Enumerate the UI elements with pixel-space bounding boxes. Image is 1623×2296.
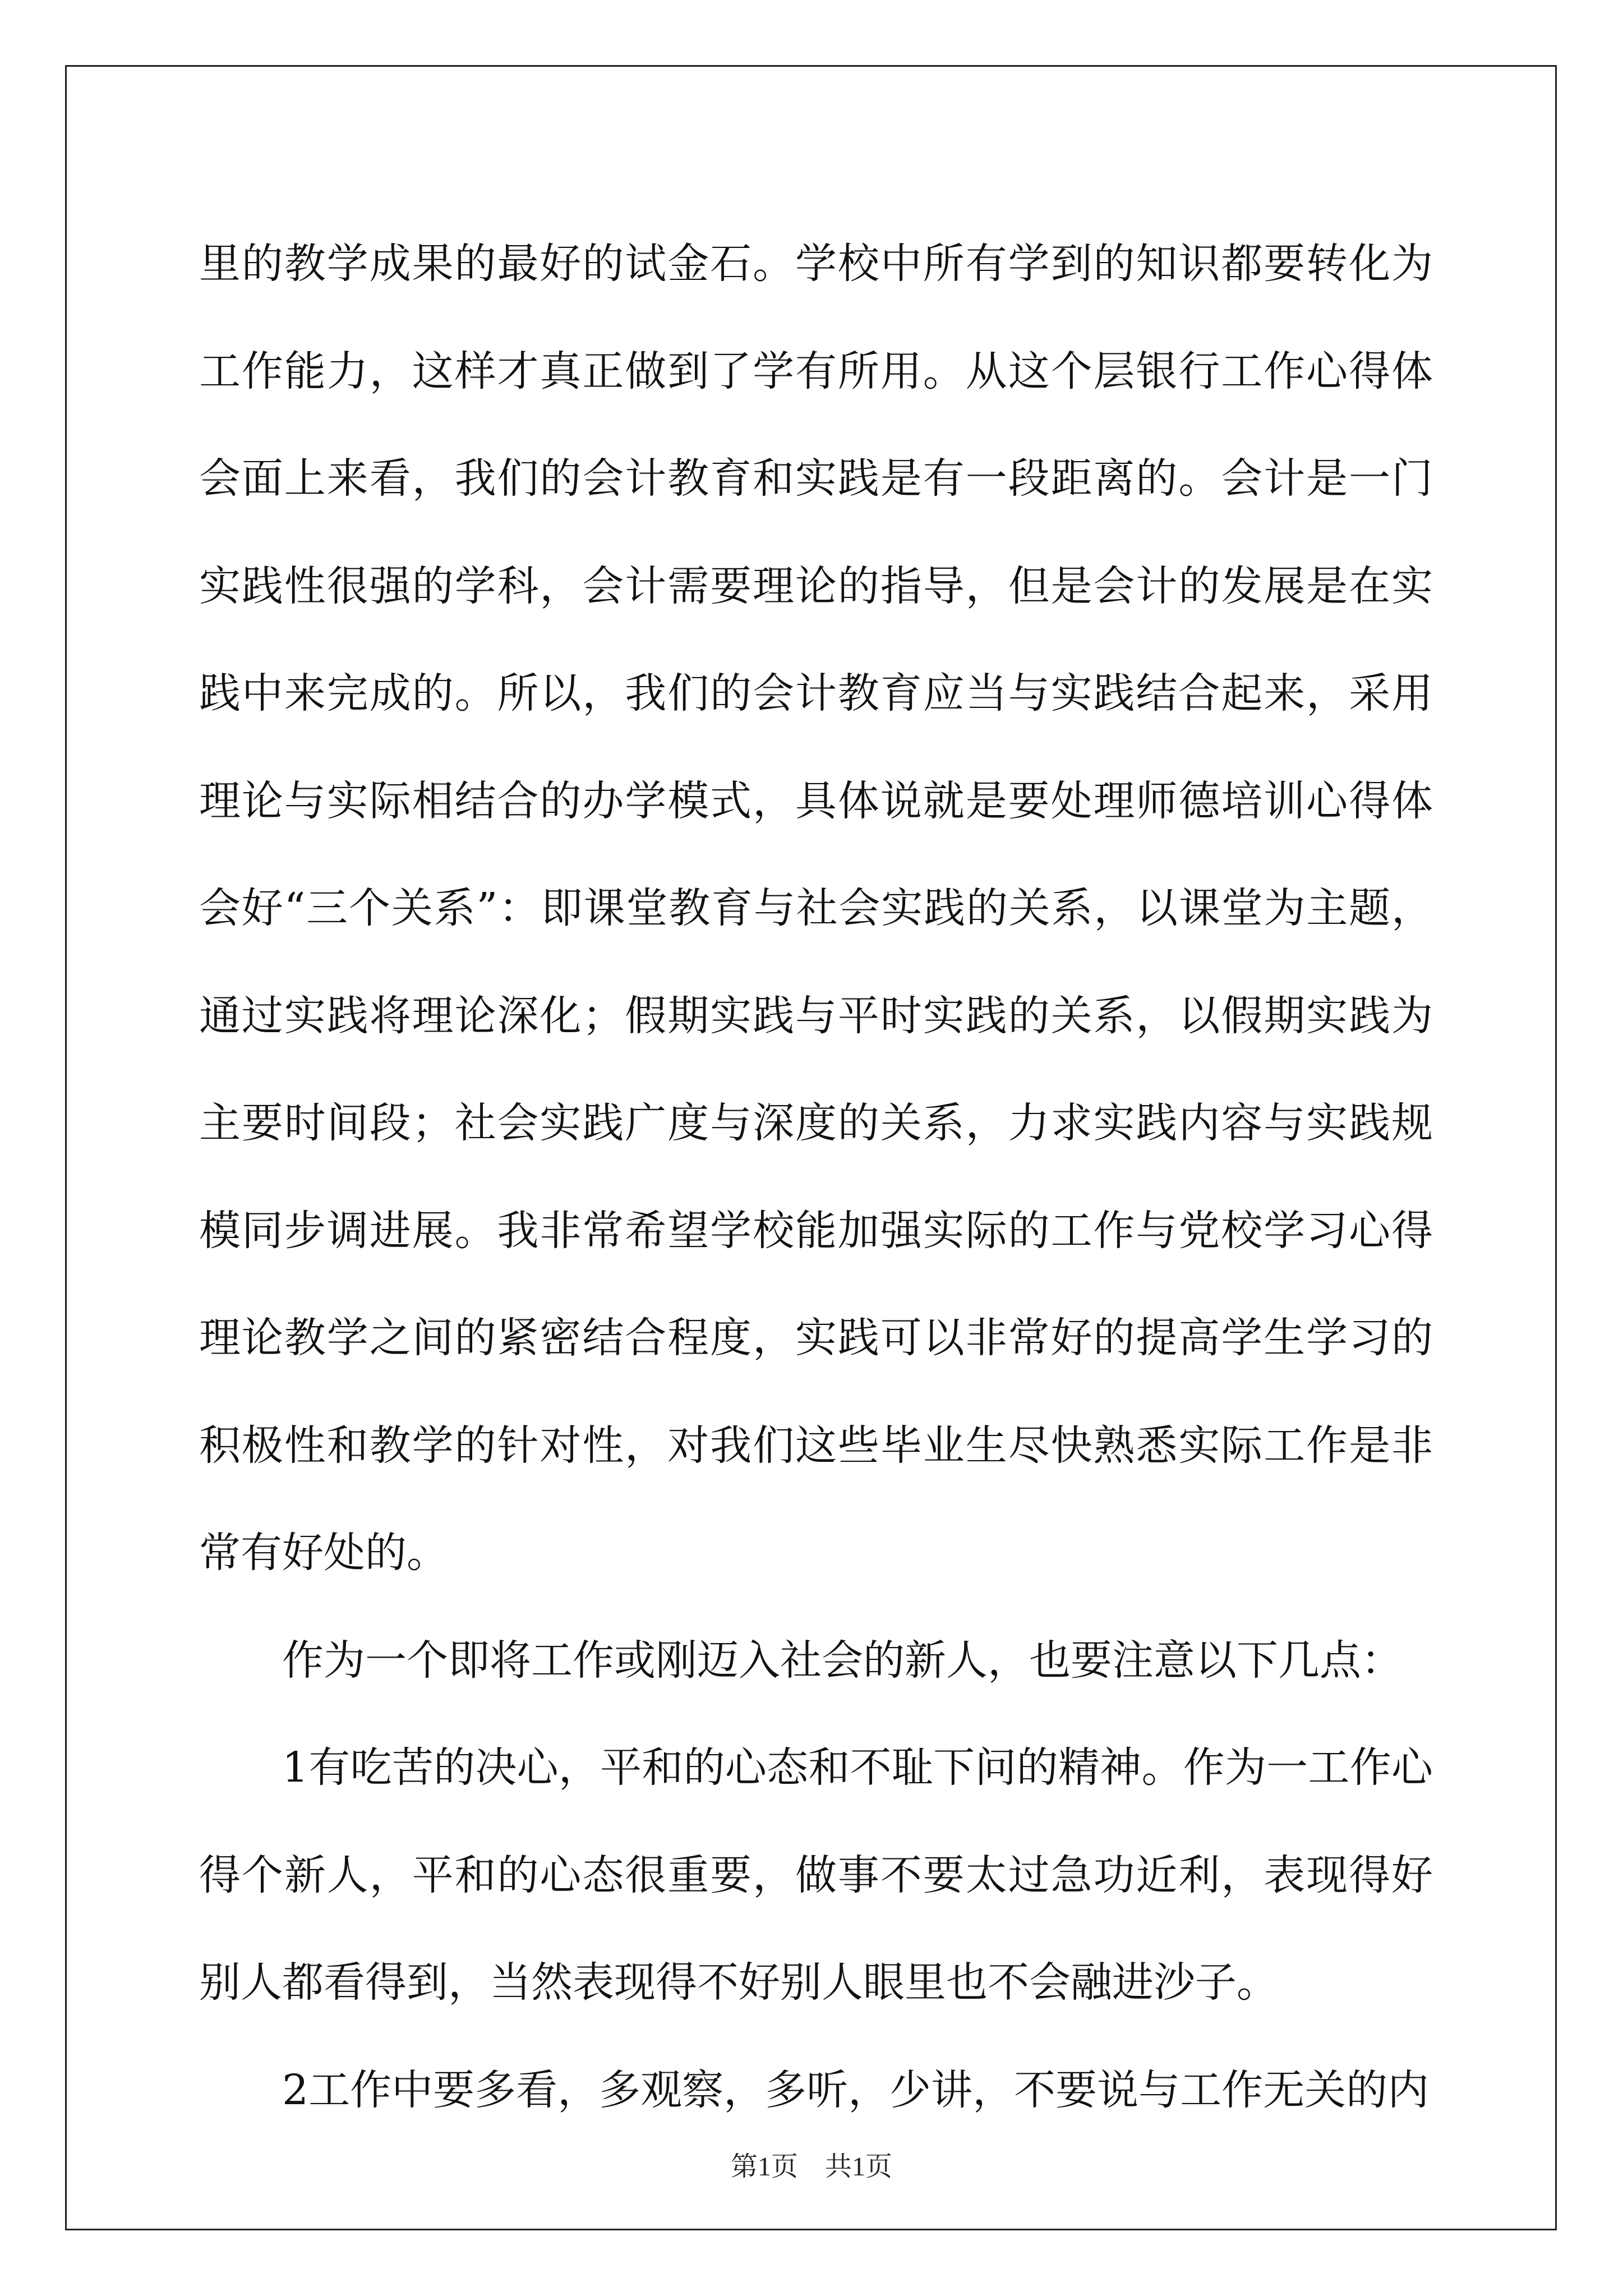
document-body (199, 210, 1433, 2144)
paragraph-4: 2工作中要多看，多观察，多听，少讲，不要说与工作无关的内 (282, 2065, 1430, 2114)
page-number-footer: 第1页 共1页 (730, 2152, 892, 2182)
paragraph-1: 里的教学成果的最好的试金石。学校中所有学到的知识都要转化为工作能力，这样才真正做到了学有所用。从这个层银行工作心得体会面上来看，我们的会计教育和实践是有一段距离的。会计是一门实践性很强的学科，会计需要理论的指导，但是会计的发展是在实践中来完成的。所以，我们的会计教育应当与实践结合起来，采用理论与实际相结合的办学模式，具体说就是要处理师德培训心得体会好“三个关系”：即课堂教育与社会实践的关系，以课堂为主题，通过实践将理论深化；假期实践与平时实践的关系，以假期实践为主要时间段；社会实践广度与深度的关系，力求实践内容与实践规模同步调进展。我非常希望学校能加强实际的工作与党校学习心得理论教学之间的紧密结合程度，实践可以非常好的提高学生学习的积极性和教学的针对性，对我们这些毕业生尽快熟悉实际工作是非常有好处的。 (199, 240, 1433, 1577)
paragraph-3: 1有吃苦的决心，平和的心态和不耻下问的精神。作为一工作心得个新人，平和的心态很重要，做事不要太过急功近利，表现得好别人都看得到，当然表现得不好别人眼里也不会融进沙子。 (199, 1743, 1433, 2007)
paragraph-2: 作为一个即将工作或刚迈入社会的新人，也要注意以下几点： (282, 1636, 1403, 1685)
